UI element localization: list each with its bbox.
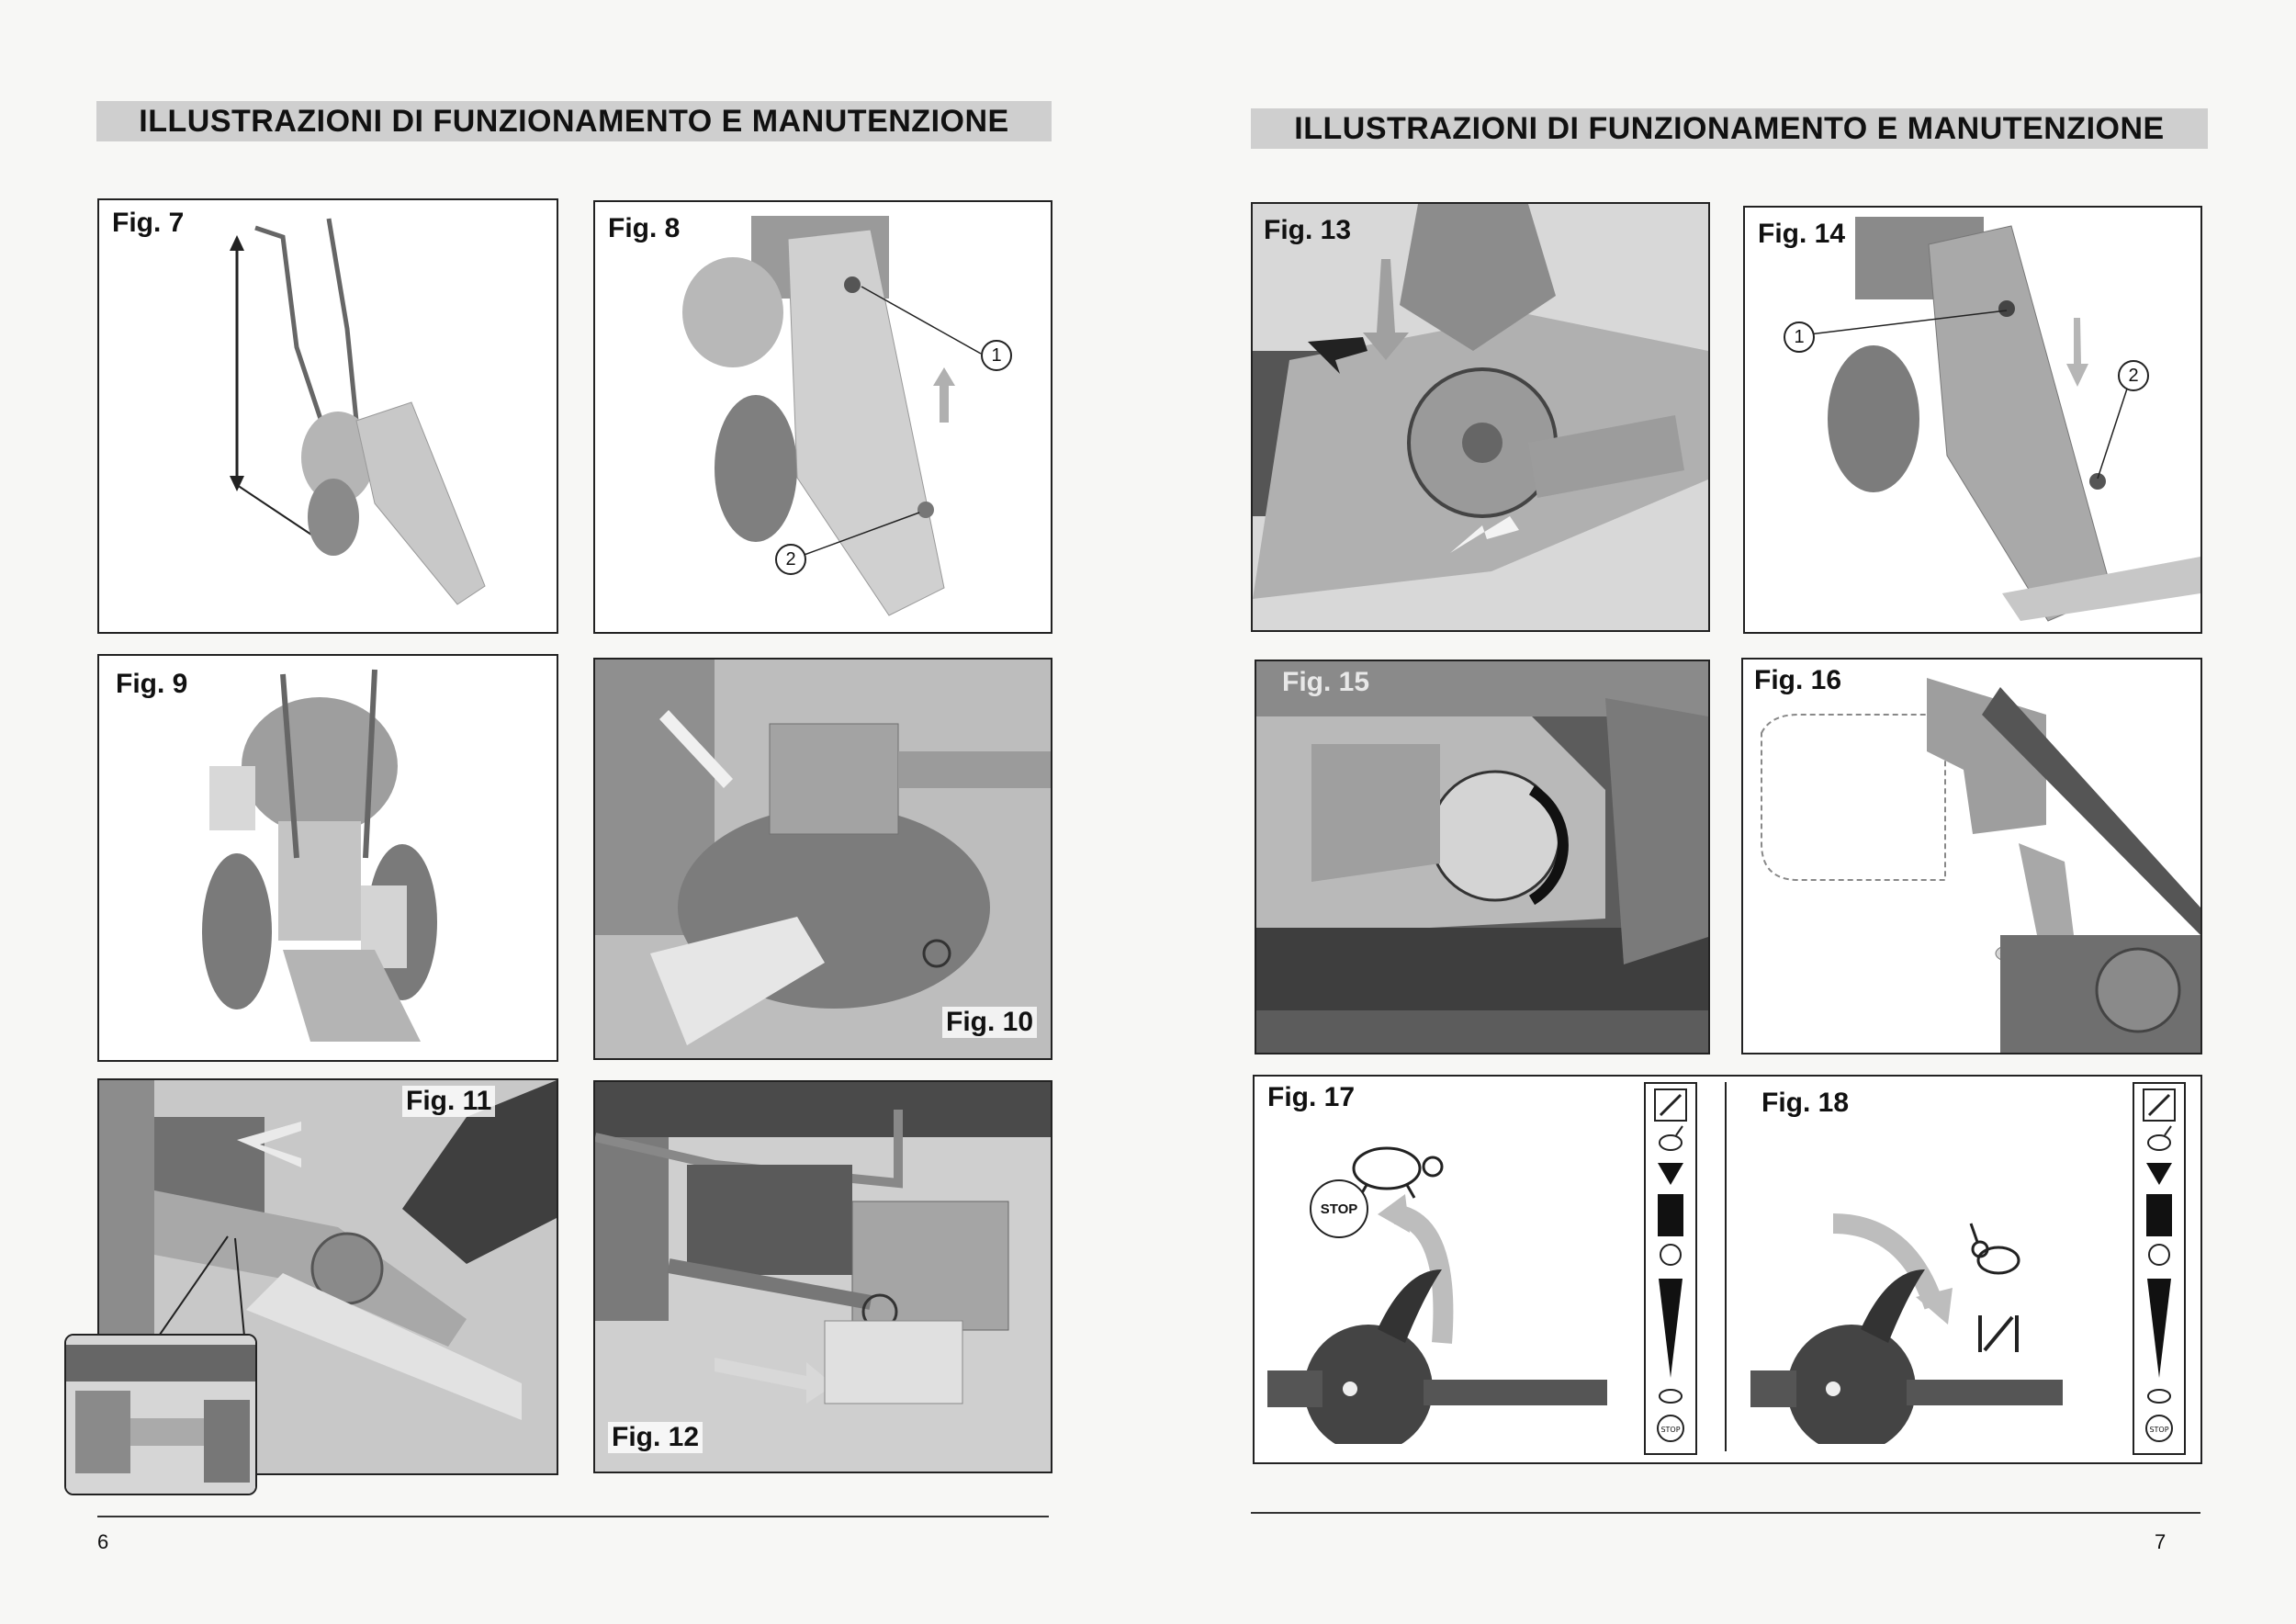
figure-15-label: Fig. 15 — [1282, 667, 1370, 697]
figure-16-label: Fig. 16 — [1754, 665, 1842, 695]
right-page — [1148, 0, 2296, 1624]
strip-18-fast-block — [2146, 1194, 2172, 1236]
strip-17-engine-icon — [1660, 1245, 1681, 1265]
figure-16 — [1741, 658, 2202, 1054]
figure-8-callout-1: 1 — [981, 340, 1012, 371]
figure-8-label: Fig. 8 — [608, 213, 681, 243]
svg-text:STOP: STOP — [1660, 1426, 1681, 1434]
figure-7-illustration — [99, 200, 557, 632]
right-page-header — [1251, 108, 2208, 149]
figure-18-strip-graphic — [2134, 1084, 2184, 1453]
strip-18-slow-wedge — [2147, 1279, 2171, 1378]
figure-18-label: Fig. 18 — [1761, 1088, 1850, 1118]
figure-17-stop-icon — [1310, 1179, 1368, 1238]
figure-18-illustration — [1750, 1113, 2063, 1444]
figure-15-illustration — [1256, 661, 1708, 1053]
strip-17-fast-block — [1658, 1194, 1683, 1236]
choke-icon — [1980, 1315, 2017, 1352]
figure-14-label: Fig. 14 — [1758, 219, 1846, 249]
figure-8-callout-2: 2 — [775, 544, 806, 575]
figure-8-illustration — [595, 202, 1051, 632]
figure-13-label: Fig. 13 — [1264, 215, 1352, 245]
figure-16-illustration — [1743, 660, 2200, 1053]
figure-9-label: Fig. 9 — [116, 669, 188, 699]
figure-17-18-panel — [1253, 1075, 2202, 1464]
figure-18-speed-strip — [2133, 1082, 2186, 1455]
figure-11-inset — [64, 1334, 257, 1495]
figure-17-strip-graphic — [1646, 1084, 1695, 1453]
figure-12-label: Fig. 12 — [608, 1422, 703, 1453]
figure-7 — [97, 198, 558, 634]
strip-17-turtle-icon — [1660, 1390, 1682, 1403]
strip-17-fast-wedge — [1658, 1163, 1683, 1185]
left-page-header — [96, 101, 1052, 141]
figure-17-18-divider — [1725, 1082, 1727, 1451]
figure-13-illustration — [1253, 204, 1708, 630]
right-page-number: 7 — [2155, 1530, 2167, 1553]
figure-17-label: Fig. 17 — [1267, 1082, 1356, 1112]
left-page-number: 6 — [97, 1530, 109, 1553]
figure-17-speed-strip — [1644, 1082, 1697, 1455]
figure-7-label: Fig. 7 — [112, 208, 185, 238]
figure-17-stop-text: STOP — [1320, 1201, 1358, 1217]
figure-14-callout-1: 1 — [1784, 321, 1815, 353]
rabbit-icon — [1971, 1224, 2019, 1273]
figure-8 — [593, 200, 1052, 634]
strip-18-turtle-icon — [2148, 1390, 2170, 1403]
figure-11-inset-illustration — [66, 1336, 255, 1494]
strip-18-fast-wedge — [2146, 1163, 2172, 1185]
figure-15 — [1255, 660, 1710, 1054]
figure-12 — [593, 1080, 1052, 1473]
figure-14-illustration — [1745, 208, 2200, 632]
figure-9 — [97, 654, 558, 1062]
figure-12-illustration — [595, 1082, 1051, 1472]
strip-17-rabbit-icon — [1660, 1126, 1683, 1150]
figure-17-illustration — [1267, 1113, 1607, 1444]
figure-14 — [1743, 206, 2202, 634]
left-page-header-text: ILLUSTRAZIONI DI FUNZIONAMENTO E MANUTENZIONE — [139, 103, 1009, 139]
turtle-icon — [1354, 1148, 1442, 1198]
figure-10-illustration — [595, 660, 1051, 1058]
right-page-header-text: ILLUSTRAZIONI DI FUNZIONAMENTO E MANUTENZIONE — [1294, 110, 2165, 146]
strip-18-engine-icon — [2149, 1245, 2169, 1265]
figure-14-callout-2: 2 — [2118, 360, 2149, 391]
left-footer-rule — [97, 1516, 1049, 1517]
figure-13 — [1251, 202, 1710, 632]
strip-18-rabbit-icon — [2148, 1126, 2171, 1150]
figure-10-label: Fig. 10 — [942, 1007, 1037, 1038]
figure-10 — [593, 658, 1052, 1060]
figure-9-illustration — [99, 656, 557, 1060]
right-footer-rule — [1251, 1512, 2200, 1514]
svg-text:STOP: STOP — [2149, 1426, 2169, 1434]
figure-11-label: Fig. 11 — [402, 1086, 495, 1117]
strip-17-slow-wedge — [1659, 1279, 1683, 1378]
